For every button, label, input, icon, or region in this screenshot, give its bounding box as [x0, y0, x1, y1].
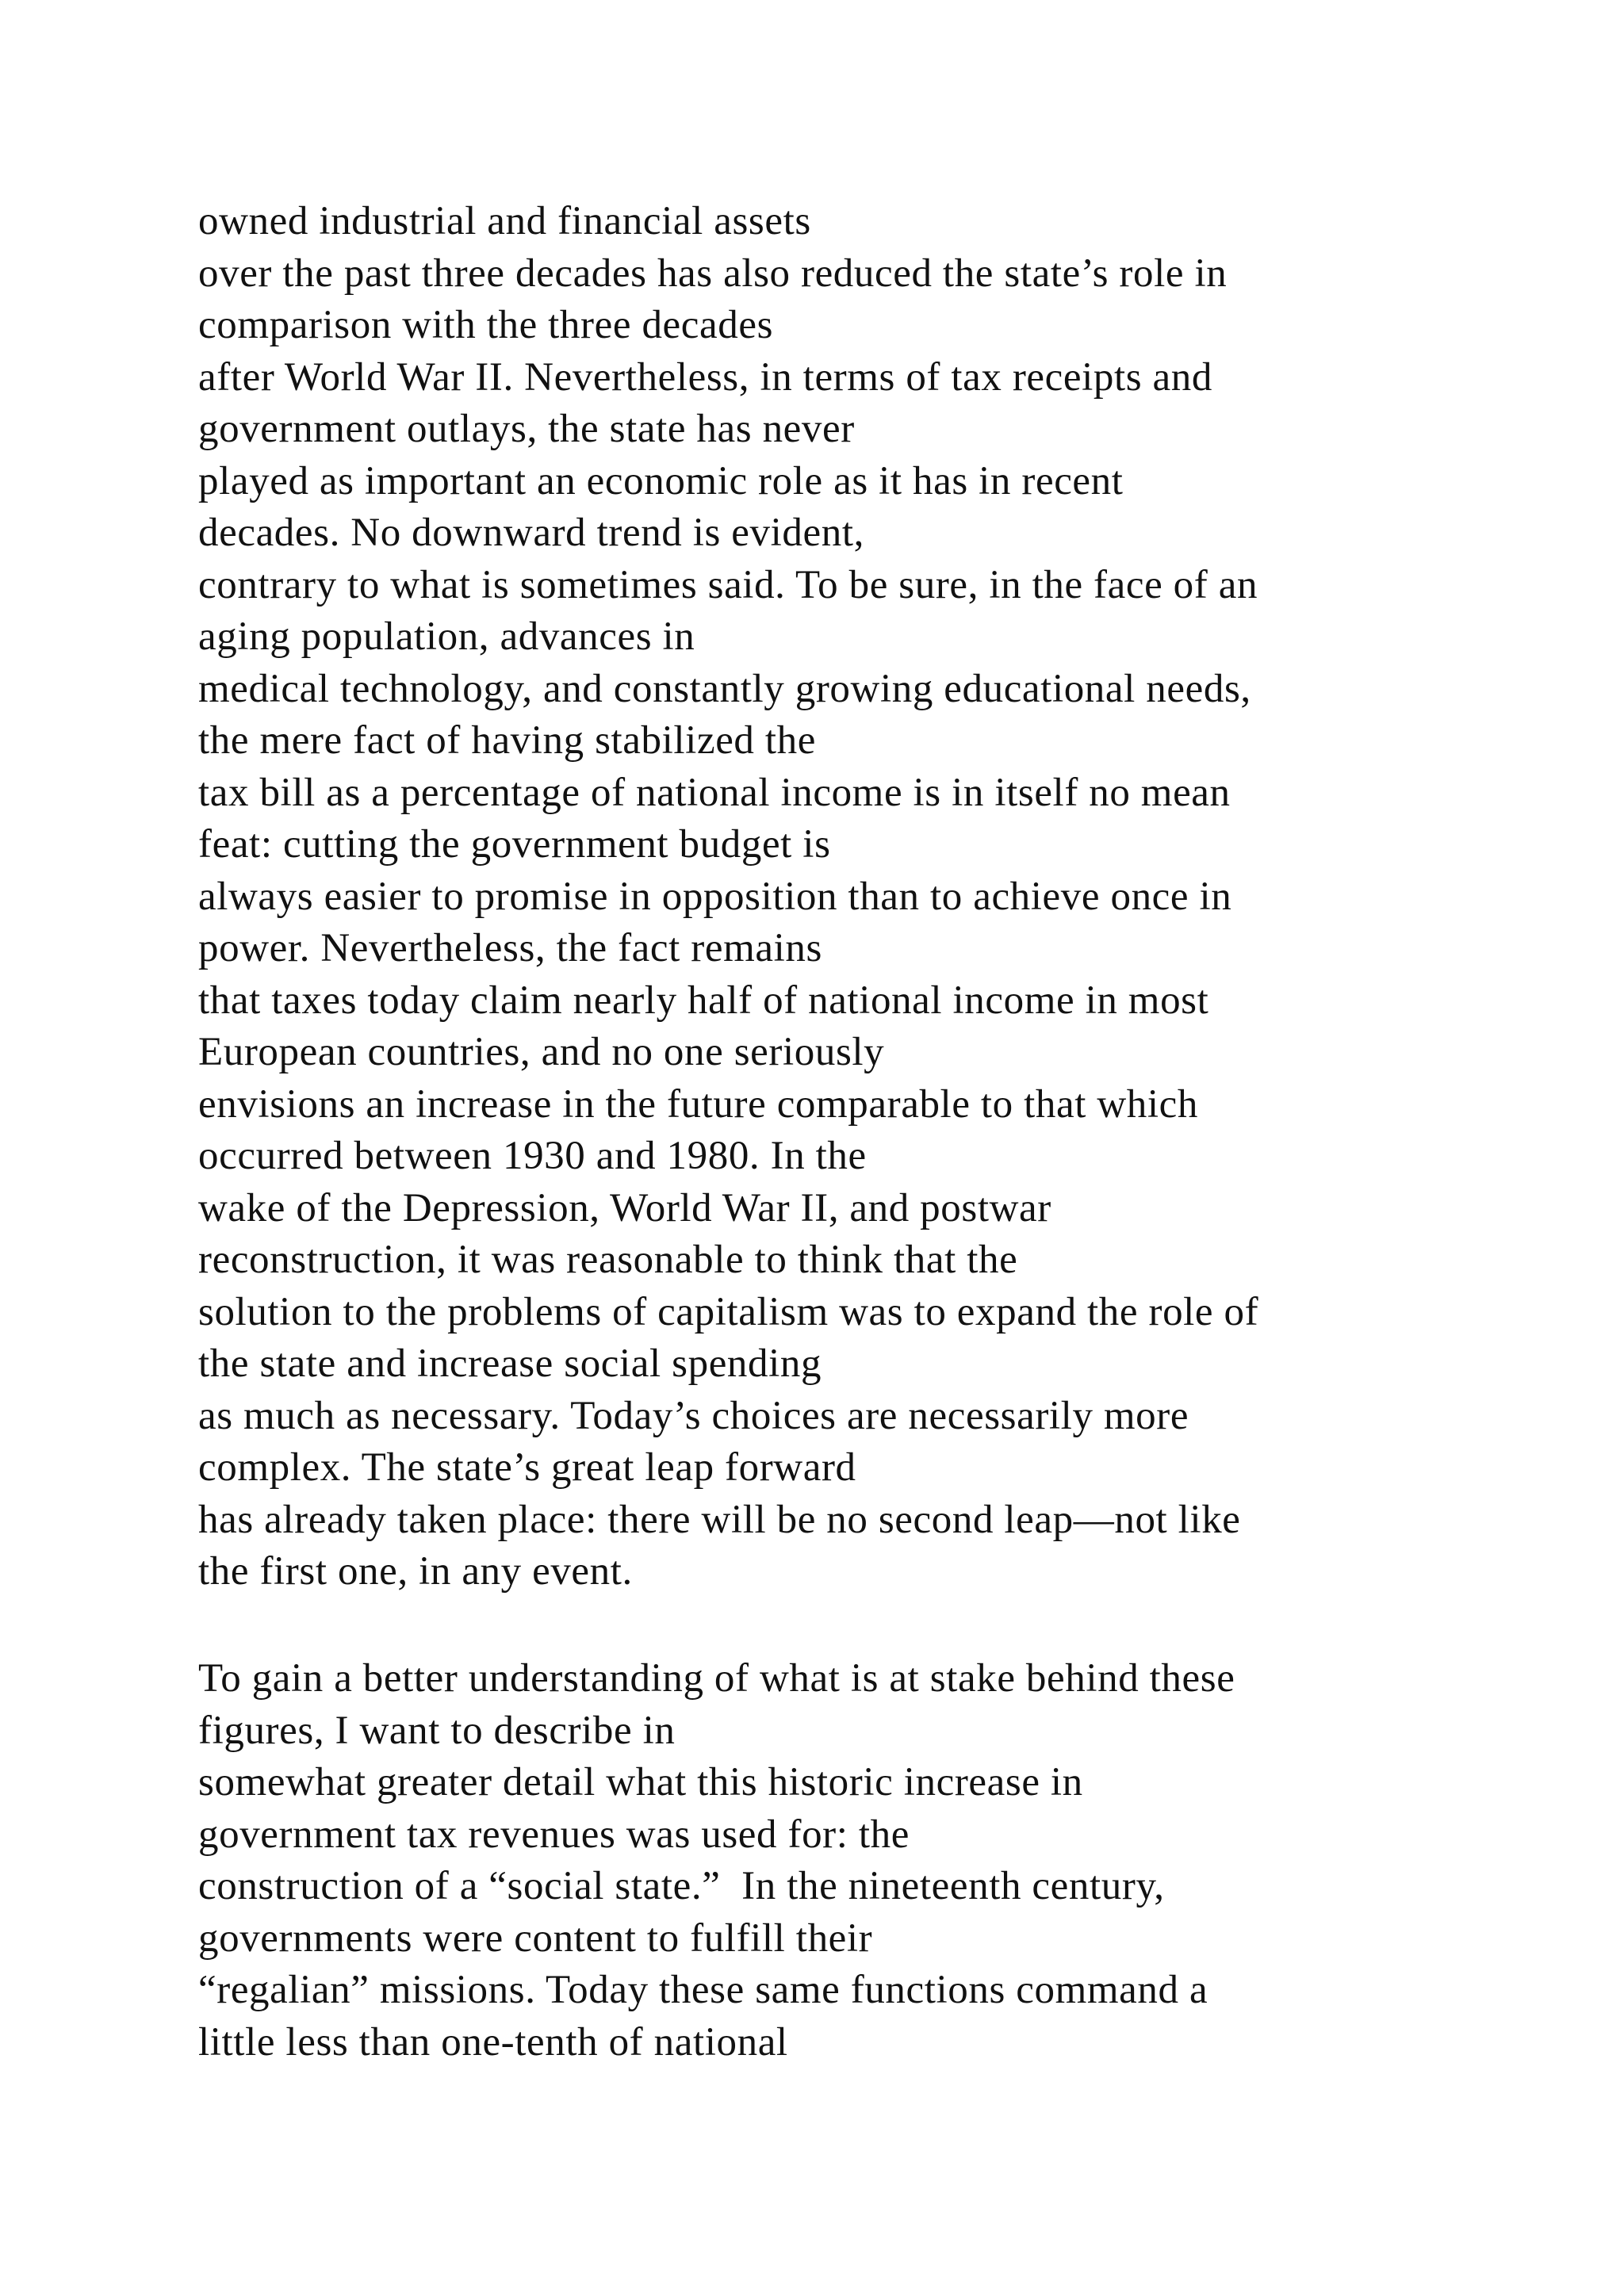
- text-line: wake of the Depression, World War II, and postwar: [198, 1185, 1051, 1230]
- text-line: that taxes today claim nearly half of national income in most: [198, 978, 1209, 1023]
- text-line: the state and increase social spending: [198, 1341, 822, 1386]
- text-line: envisions an increase in the future comparable to that which: [198, 1081, 1198, 1127]
- text-line: figures, I want to describe in: [198, 1708, 676, 1753]
- text-line: little less than one-tenth of national: [198, 2019, 788, 2064]
- paragraph-2: [198, 1653, 1562, 2068]
- text-line: European countries, and no one seriously: [198, 1030, 885, 1074]
- text-line: complex. The state’s great leap forward: [198, 1445, 856, 1490]
- text-line: comparison with the three decades: [198, 303, 774, 347]
- text-line: decades. No downward trend is evident,: [198, 511, 864, 555]
- text-line: reconstruction, it was reasonable to think that the: [198, 1238, 1018, 1282]
- text-line: government tax revenues was used for: the: [198, 1812, 910, 1857]
- text-line: “regalian” missions. Today these same functions command a: [198, 1968, 1208, 2012]
- text-line: construction of a “social state.” In the nineteenth century,: [198, 1864, 1165, 1908]
- text-line: played as important an economic role as it has in recent: [198, 458, 1124, 503]
- text-line: the first one, in any event.: [198, 1549, 633, 1594]
- paragraph-1: [198, 196, 1562, 1598]
- text-line: solution to the problems of capitalism was to expand the role of: [198, 1289, 1259, 1334]
- text-line: power. Nevertheless, the fact remains: [198, 926, 822, 970]
- text-line: medical technology, and constantly growing educational needs,: [198, 666, 1251, 711]
- text-line: To gain a better understanding of what is at stake behind these: [198, 1656, 1235, 1701]
- text-line: feat: cutting the government budget is: [198, 822, 831, 867]
- text-line: owned industrial and financial assets: [198, 199, 811, 243]
- text-line: occurred between 1930 and 1980. In the: [198, 1134, 867, 1178]
- text-line: aging population, advances in: [198, 614, 695, 659]
- text-line: governments were content to fulfill their: [198, 1915, 873, 1961]
- text-line: has already taken place: there will be no second leap—not like: [198, 1497, 1241, 1542]
- text-line: after World War II. Nevertheless, in terms of tax receipts and: [198, 354, 1212, 400]
- text-line: as much as necessary. Today’s choices are necessarily more: [198, 1393, 1189, 1438]
- text-line: tax bill as a percentage of national income is in itself no mean: [198, 770, 1231, 815]
- text-line: contrary to what is sometimes said. To be sure, in the face of an: [198, 562, 1258, 607]
- text-line: government outlays, the state has never: [198, 407, 855, 451]
- text-line: somewhat greater detail what this historic increase in: [198, 1760, 1083, 1804]
- text-line: over the past three decades has also reduced the state’s role in: [198, 251, 1228, 296]
- text-line: always easier to promise in opposition than to achieve once in: [198, 874, 1232, 919]
- text-line: the mere fact of having stabilized the: [198, 718, 816, 763]
